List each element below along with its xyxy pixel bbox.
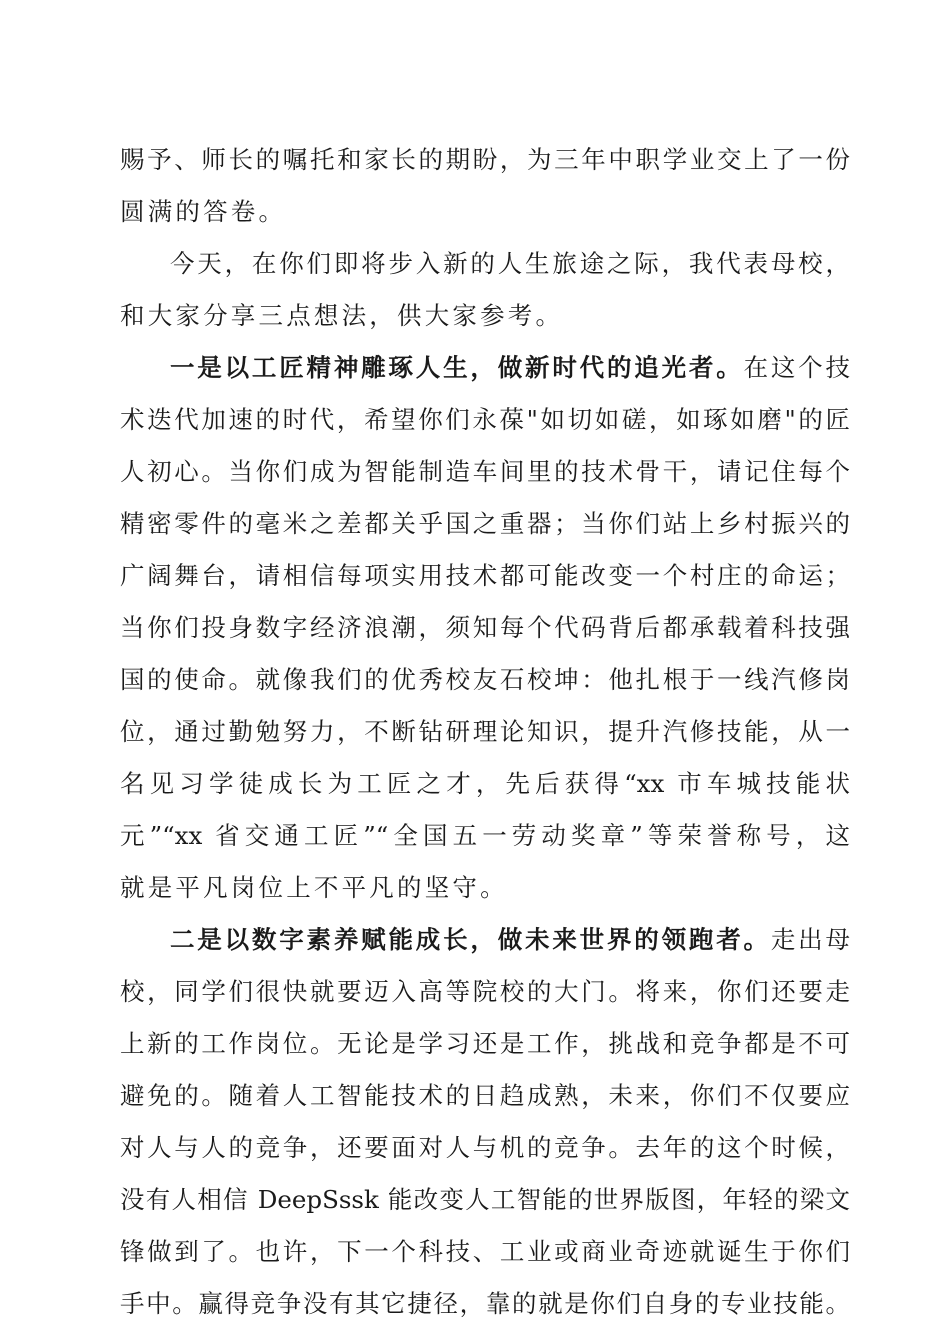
- paragraph-3-line-6: 当你们投身数字经济浪潮，须知每个代码背后都承载着科技强: [120, 613, 850, 642]
- paragraph-1-line-2: 圆满的答卷。: [120, 197, 287, 226]
- paragraph-4-line-1: [170, 922, 850, 958]
- paragraph-3-line-7: 国的使命。就像我们的优秀校友石校坤：他扎根于一线汽修岗: [120, 665, 850, 694]
- paragraph-1-line-1: 赐予、师长的嘱托和家长的期盼，为三年中职学业交上了一份: [120, 145, 850, 174]
- paragraph-4-heading: 二是以数字素养赋能成长，做未来世界的领跑者。: [170, 925, 771, 954]
- paragraph-3-line-8: 位，通过勤勉努力，不断钻研理论知识，提升汽修技能，从一: [120, 717, 850, 746]
- paragraph-2-line-2: 和大家分享三点想法，供大家参考。: [120, 301, 564, 330]
- paragraph-4-line-6: 没有人相信 DeepSssk 能改变人工智能的世界版图，年轻的梁文: [120, 1185, 850, 1214]
- paragraph-3-heading: 一是以工匠精神雕琢人生，做新时代的追光者。: [170, 353, 744, 382]
- paragraph-4-line-3: 上新的工作岗位。无论是学习还是工作，挑战和竞争都是不可: [120, 1029, 850, 1058]
- paragraph-3-line-10: 元”“xx 省交通工匠”“全国五一劳动奖章”等荣誉称号，这: [120, 821, 850, 850]
- paragraph-4-line-7: 锋做到了。也许，下一个科技、工业或商业奇迹就诞生于你们: [120, 1237, 850, 1266]
- paragraph-3-line-4: 精密零件的毫米之差都关乎国之重器；当你们站上乡村振兴的: [120, 509, 850, 538]
- paragraph-3-line-1: [170, 350, 850, 386]
- paragraph-3-line-5: 广阔舞台，请相信每项实用技术都可能改变一个村庄的命运；: [120, 561, 850, 590]
- paragraph-3-line-3: 人初心。当你们成为智能制造车间里的技术骨干，请记住每个: [120, 457, 850, 486]
- paragraph-3-line-9: 名见习学徒成长为工匠之才，先后获得“xx 市车城技能状: [120, 769, 850, 798]
- paragraph-3-line-11: 就是平凡岗位上不平凡的坚守。: [120, 873, 508, 902]
- paragraph-3-line-1-rest: 在这个技: [743, 353, 850, 382]
- paragraph-4-line-2: 校，同学们很快就要迈入高等院校的大门。将来，你们还要走: [120, 977, 850, 1006]
- paragraph-2-line-1: 今天，在你们即将步入新的人生旅途之际，我代表母校，: [170, 249, 850, 278]
- paragraph-4-line-8: 手中。赢得竞争没有其它捷径，靠的就是你们自身的专业技能。: [120, 1289, 850, 1318]
- paragraph-4-line-5: 对人与人的竞争，还要面对人与机的竞争。去年的这个时候，: [120, 1133, 850, 1162]
- paragraph-4-line-4: 避免的。随着人工智能技术的日趋成熟，未来，你们不仅要应: [120, 1081, 850, 1110]
- paragraph-3-line-2: 术迭代加速的时代，希望你们永葆"如切如磋，如琢如磨"的匠: [120, 405, 850, 434]
- paragraph-4-line-1-rest: 走出母: [770, 925, 850, 954]
